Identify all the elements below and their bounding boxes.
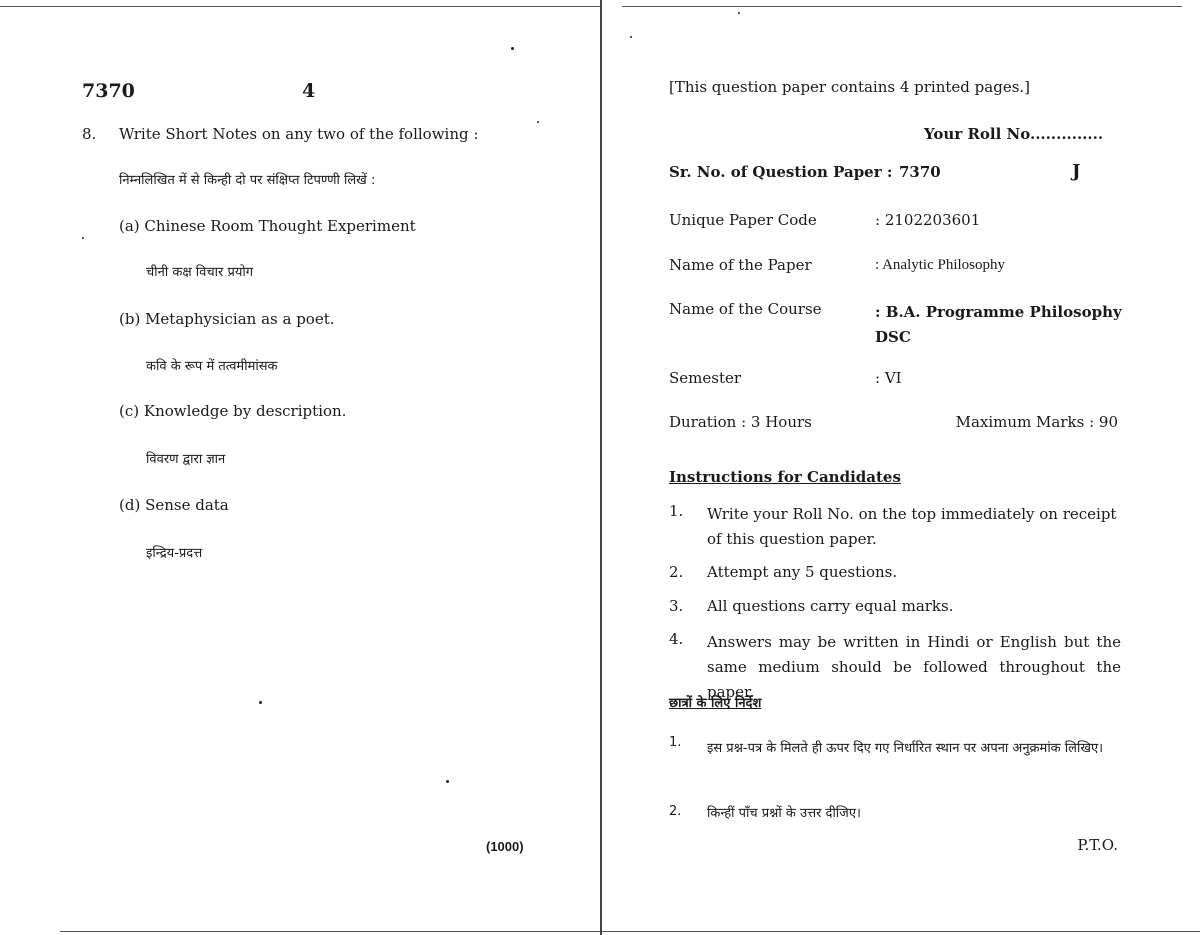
- roll-number: Your Roll No..............: [924, 125, 1104, 143]
- speck-mark: [738, 12, 740, 14]
- bottom-edge-line: [60, 931, 600, 932]
- print-count: (1000): [486, 839, 524, 854]
- hindi-instruction-text: किन्हीं पाँच प्रश्नों के उत्तर दीजिए।: [707, 806, 861, 821]
- set-letter: J: [1072, 161, 1081, 182]
- note-item-b-hindi: कवि के रूप में तत्वमीमांसक: [146, 359, 278, 374]
- instruction-text: Answers may be written in Hindi or English but the same medium should be followed throughout the paper.: [707, 633, 1121, 701]
- sr-no-label: Sr. No. of Question Paper :: [669, 163, 893, 181]
- right-page: [602, 0, 1200, 935]
- instruction-text: Write your Roll No. on the top immediately on receipt of this question paper.: [707, 505, 1117, 548]
- note-item-d-hindi: इन्द्रिय-प्रदत्त: [146, 546, 203, 561]
- instruction-number: 2.: [669, 563, 684, 581]
- unique-paper-code: : 2102203601: [875, 211, 981, 229]
- question-text-english: Write Short Notes on any two of the following :: [119, 125, 479, 143]
- note-item-d: (d) Sense data: [119, 496, 229, 514]
- speck-mark: [446, 780, 449, 783]
- instruction-number: 3.: [669, 597, 684, 615]
- course-name: : B.A. Programme Philosophy DSC: [875, 303, 1122, 346]
- speck-mark: [511, 47, 514, 50]
- note-item-a: (a) Chinese Room Thought Experiment: [119, 217, 416, 235]
- question-number: 8.: [82, 125, 97, 143]
- hindi-instructions-heading: छात्रों के लिए निर्देश: [669, 696, 762, 711]
- speck-mark: [630, 36, 632, 38]
- pto-mark: P.T.O.: [1077, 836, 1118, 854]
- top-edge-line: [0, 6, 600, 7]
- instruction-text: Attempt any 5 questions.: [707, 563, 898, 581]
- paper-number: 7370: [82, 80, 135, 102]
- instruction-number: 1.: [669, 502, 684, 520]
- speck-mark: [537, 121, 539, 123]
- hindi-instruction-number: 2.: [669, 804, 682, 819]
- hindi-instruction-text: इस प्रश्न-पत्र के मिलते ही ऊपर दिए गए निर्धारित स्थान पर अपना अनुक्रमांक लिखिए।: [707, 741, 1104, 756]
- paper-name: : Analytic Philosophy: [875, 257, 1006, 273]
- note-item-a-hindi: चीनी कक्ष विचार प्रयोग: [146, 265, 254, 280]
- hindi-instruction-number: 1.: [669, 735, 682, 750]
- note-item-c: (c) Knowledge by description.: [119, 402, 347, 420]
- detail-label: Name of the Paper: [669, 256, 812, 274]
- speck-mark: [259, 701, 262, 704]
- instructions-heading: Instructions for Candidates: [669, 468, 901, 486]
- maximum-marks: Maximum Marks : 90: [955, 413, 1118, 431]
- question-text-hindi: निम्नलिखित में से किन्ही दो पर संक्षिप्त टिपण्णी लिखें :: [119, 173, 376, 188]
- bottom-edge-line: [602, 931, 1200, 932]
- note-item-c-hindi: विवरण द्वारा ज्ञान: [146, 452, 226, 467]
- detail-label: Semester: [669, 369, 742, 387]
- top-edge-line: [622, 6, 1182, 7]
- page-number: 4: [302, 80, 316, 102]
- detail-label: Unique Paper Code: [669, 211, 817, 229]
- note-item-b: (b) Metaphysician as a poet.: [119, 310, 335, 328]
- pages-note: [This question paper contains 4 printed pages.]: [669, 78, 1031, 96]
- sr-no-value: 7370: [899, 163, 941, 181]
- instruction-number: 4.: [669, 630, 684, 648]
- speck-mark: [82, 237, 84, 239]
- instruction-text: All questions carry equal marks.: [707, 597, 954, 615]
- detail-label: Name of the Course: [669, 300, 822, 318]
- duration: Duration : 3 Hours: [669, 413, 812, 431]
- semester-value: : VI: [875, 369, 902, 387]
